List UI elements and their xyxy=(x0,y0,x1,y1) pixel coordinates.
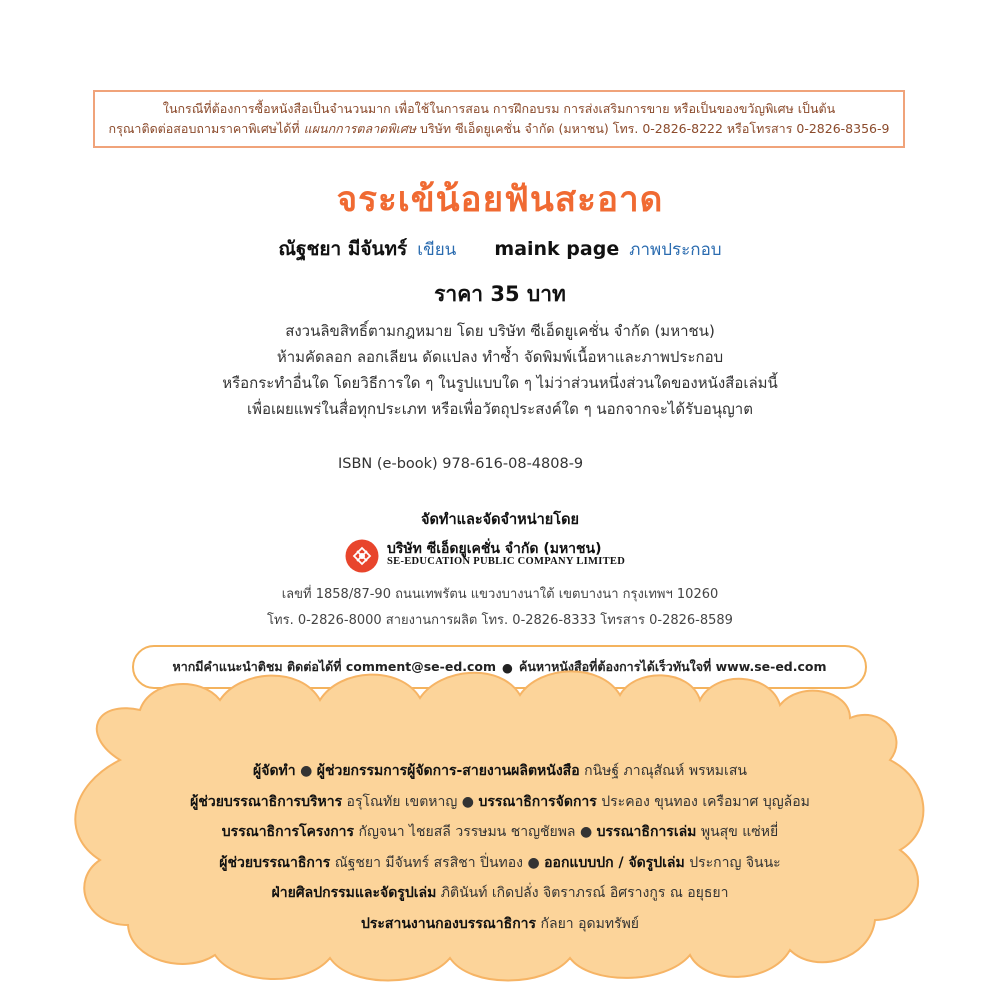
address-line: เลขที่ 1858/87-90 ถนนเทพรัตน แขวงบางนาใต้ เขตบางนา กรุงเทพฯ 10260 xyxy=(281,587,719,602)
staff-names: กนิษฐ์ ภาณุสัณห์ พรหมเสน xyxy=(584,763,747,779)
staff-names: ภิตินันท์ เกิดปลั่ง จิตราภรณ์ อิศรางกูร ณ อยุธยา xyxy=(440,885,729,901)
staff-names: ประคอง ขุนทอง เครือมาศ บุญล้อม xyxy=(601,793,810,810)
bullet-separator: ● xyxy=(527,854,540,871)
notice-line-2-dept: แผนกการตลาดพิเศษ xyxy=(303,121,417,136)
bullet-separator: ● xyxy=(300,763,313,779)
staff-label: ประสานงานกองบรรณาธิการ xyxy=(360,915,537,932)
staff-label: บรรณาธิการจัดการ xyxy=(478,793,597,810)
bullet-separator: ● xyxy=(579,824,593,840)
publisher-name-th: บริษัท ซีเอ็ดยูเคชั่น จำกัด (มหาชน) xyxy=(387,541,602,557)
staff-line-5 xyxy=(60,878,940,909)
staff-line-2 xyxy=(60,787,940,818)
notice-line-2-suffix: บริษัท ซีเอ็ดยูเคชั่น จำกัด (มหาชน) โทร. 0-2826-8222 หรือโทรสาร 0-2826-8356-9 xyxy=(420,121,890,136)
website-search[interactable]: ค้นหาหนังสือที่ต้องการได้เร็วทันใจที่ www.se-ed.com xyxy=(518,659,827,674)
staff-names: กัลยา อุดมทรัพย์ xyxy=(540,915,639,932)
staff-label: ผู้ช่วยบรรณาธิการบริหาร xyxy=(190,793,343,810)
staff-label: ผู้จัดทำ xyxy=(253,763,296,779)
distribution-heading: จัดทำและจัดจำหน่ายโดย xyxy=(421,512,579,528)
rights-line-4: เพื่อเผยแพร่ในสื่อทุกประเภท หรือเพื่อวัตถุประสงค์ใด ๆ นอกจากจะได้รับอนุญาต xyxy=(247,400,753,418)
author-role: เขียน xyxy=(417,240,457,260)
illustrator-role: ภาพประกอบ xyxy=(629,240,722,260)
notice-line-2-prefix: กรุณาติดต่อสอบถามราคาพิเศษได้ที่ xyxy=(108,121,300,136)
rights-line-1: สงวนลิขสิทธิ์ตามกฎหมาย โดย บริษัท ซีเอ็ดยูเคชั่น จำกัด (มหาชน) xyxy=(285,322,715,340)
staff-label: บรรณาธิการเล่ม xyxy=(596,824,697,840)
staff-label: ฝ่ายศิลปกรรมและจัดรูปเล่ม xyxy=(271,885,437,901)
staff-label: ออกแบบปก / จัดรูปเล่ม xyxy=(544,854,685,871)
staff-credits xyxy=(60,756,940,939)
staff-label: บรรณาธิการโครงการ xyxy=(221,824,355,840)
rights-line-3: หรือกระทำอื่นใด โดยวิธีการใด ๆ ในรูปแบบใด ๆ ไม่ว่าส่วนหนึ่งส่วนใดของหนังสือเล่มนี้ xyxy=(222,374,778,392)
publisher-name-en: SE-EDUCATION PUBLIC COMPANY LIMITED xyxy=(387,556,626,567)
staff-line-3 xyxy=(60,817,940,848)
bullet-separator: ● xyxy=(461,793,475,810)
staff-label: ผู้ช่วยบรรณาธิการ xyxy=(219,854,331,871)
staff-line-1 xyxy=(60,756,940,787)
staff-names: กัญจนา ไชยสลี วรรษมน ชาญชัยพล xyxy=(358,824,576,840)
staff-names: ประกาญ จินนะ xyxy=(689,854,781,871)
staff-line-6 xyxy=(60,909,940,940)
phone-line: โทร. 0-2826-8000 สายงานการผลิต โทร. 0-2826-8333 โทรสาร 0-2826-8589 xyxy=(267,613,733,628)
staff-names: อรุโณทัย เขตหาญ xyxy=(346,793,458,810)
book-title: จระเข้น้อยฟันสะอาด xyxy=(336,180,664,220)
author-name: ณัฐชยา มีจันทร์ xyxy=(278,238,408,260)
feedback-contact[interactable]: หากมีคำแนะนำติชม ติดต่อได้ที่ comment@se-ed.com xyxy=(172,659,497,674)
rights-line-2: ห้ามคัดลอก ลอกเลียน ดัดแปลง ทำซ้ำ จัดพิมพ์เนื้อหาและภาพประกอบ xyxy=(276,348,724,366)
book-price: ราคา 35 บาท xyxy=(434,282,566,306)
staff-label: ผู้ช่วยกรรมการผู้จัดการ-สายงานผลิตหนังสือ xyxy=(316,763,580,779)
staff-names: พูนสุข แซ่หยี่ xyxy=(700,824,779,840)
bullet-separator: ● xyxy=(502,659,513,675)
staff-names: ณัฐชยา มีจันทร์ สรสิชา ปิ่นทอง xyxy=(334,854,523,871)
staff-line-4 xyxy=(60,848,940,879)
illustrator-name: maink page xyxy=(494,238,620,260)
notice-line-1: ในกรณีที่ต้องการซื้อหนังสือเป็นจำนวนมาก เพื่อใช้ในการสอน การฝึกอบรม การส่งเสริมการขาย หรือเป็นของขวัญพิเศษ เป็นต้น xyxy=(162,101,836,116)
isbn: ISBN (e-book) 978-616-08-4808-9 xyxy=(338,456,584,472)
